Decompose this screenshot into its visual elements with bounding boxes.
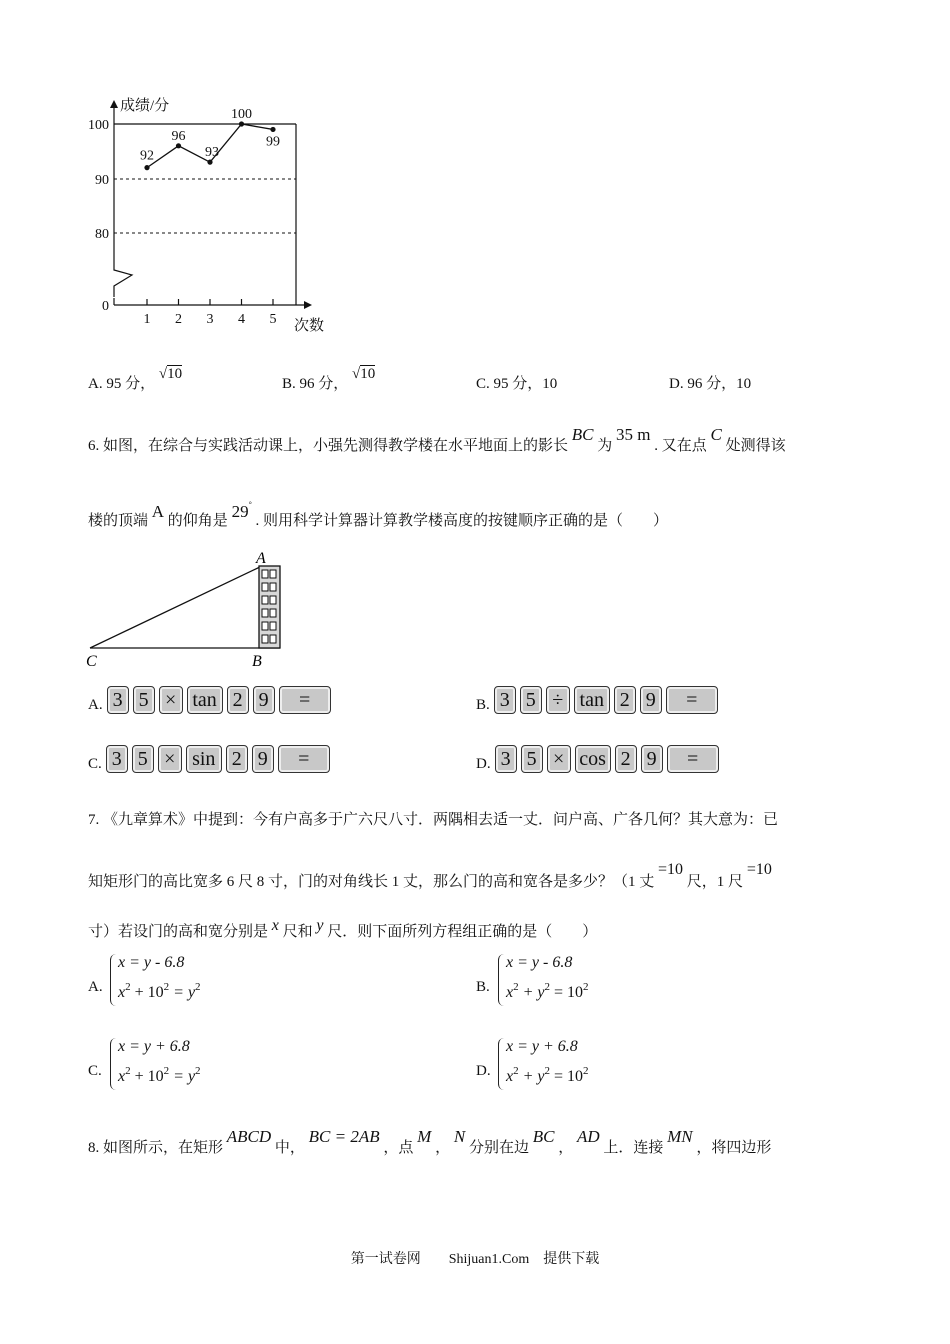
- q6-option-c: [88, 745, 334, 773]
- calc-key-digit: 2: [227, 686, 249, 714]
- q5-option-b-label: B. 96 分，: [282, 376, 349, 392]
- q5-option-a-label: A. 95 分，: [88, 376, 156, 392]
- exp: 2: [125, 1065, 131, 1077]
- q8-text-g: 上．连接: [603, 1140, 664, 1156]
- score-line-chart: [80, 92, 340, 342]
- q7-option-d-label: D.: [476, 1063, 491, 1079]
- q7-text-3a: 寸）若设门的高和宽分别是: [88, 924, 269, 940]
- q8-text-f: ，: [558, 1140, 574, 1156]
- x-tick-label: 4: [238, 312, 245, 327]
- data-point: [239, 121, 244, 126]
- data-label: 96: [171, 128, 186, 144]
- calc-key-digit: 3: [495, 745, 517, 773]
- x-axis-label: 次数: [294, 318, 325, 334]
- calc-key-digit: 5: [520, 686, 542, 714]
- y-axis-label: 成绩/分: [120, 98, 170, 114]
- q6-building-figure: [80, 546, 300, 672]
- q6-option-a-keys: [107, 689, 335, 711]
- q6-point-c: C: [710, 425, 722, 444]
- calc-key-digit: 5: [521, 745, 543, 773]
- q5-option-d: D. 96 分，10: [669, 376, 752, 392]
- x-axis-arrow-icon: [304, 301, 312, 309]
- q7-option-d-eq1: x = y + 6.8: [506, 1038, 578, 1055]
- exp: 2: [544, 1065, 551, 1077]
- eq-term: = 10: [550, 984, 584, 1001]
- q7-option-b-eq1: x = y - 6.8: [506, 954, 573, 971]
- eq-term: x: [118, 1068, 126, 1085]
- calc-key-tan: tan: [574, 686, 610, 714]
- data-label: 92: [140, 148, 154, 164]
- q6-option-b-label: B.: [476, 697, 490, 713]
- q7-text-3c: 尺．则下面所列方程组正确的是（ ）: [327, 924, 598, 940]
- q6-line2: [88, 500, 669, 530]
- q7-option-a-eq1: x = y - 6.8: [118, 954, 185, 971]
- window-icon: [262, 609, 268, 617]
- eq-term: x: [506, 984, 514, 1001]
- q7-eq-10b: =10: [746, 861, 772, 878]
- calc-key-operator: ×: [158, 745, 182, 773]
- q7-option-c-label: C.: [88, 1063, 102, 1079]
- fig-label-b: B: [252, 653, 262, 670]
- x-tick-label: 3: [206, 312, 214, 327]
- calc-key-equals: =: [666, 686, 718, 714]
- x-tick-label: 2: [175, 312, 182, 327]
- line-of-sight: [90, 566, 262, 648]
- q6-length: 35 m: [616, 425, 651, 444]
- eq-term: = y: [169, 1068, 196, 1085]
- eq-term: = y: [169, 984, 196, 1001]
- brace-icon: [498, 1038, 505, 1090]
- eq-term: + y: [518, 1068, 545, 1085]
- data-point: [176, 143, 181, 148]
- y-tick-label: 80: [95, 227, 109, 242]
- y-tick-label: 90: [95, 173, 109, 188]
- exp: 2: [195, 1065, 201, 1077]
- calc-key-digit: 2: [615, 745, 637, 773]
- calc-key-operator: ×: [547, 745, 571, 773]
- data-label: 100: [231, 107, 252, 122]
- x-tick-label: 5: [269, 312, 277, 327]
- q7-line2: [88, 861, 772, 891]
- q5-option-b-radicand: 10: [360, 366, 376, 382]
- q7-var-y: y: [316, 917, 324, 934]
- exp: 2: [583, 1065, 589, 1077]
- calc-key-digit: 5: [132, 745, 154, 773]
- q8-mn: MN: [667, 1127, 693, 1146]
- calc-key-digit: 9: [253, 686, 275, 714]
- fig-label-c: C: [86, 653, 97, 670]
- window-icon: [262, 583, 268, 591]
- q7-text-3b: 尺和: [282, 924, 313, 940]
- q6-text-1c: . 又在点: [654, 438, 707, 454]
- q7-text-2a: 知矩形门的高比宽多 6 尺 8 寸，门的对角线长 1 丈，那么门的高和宽各是多少？（1 丈: [88, 874, 655, 890]
- calc-key-digit: 2: [614, 686, 636, 714]
- page-footer: 第一试卷网 Shijuan1.Com 提供下载: [350, 1252, 600, 1267]
- q5-option-a-radicand: 10: [167, 366, 183, 382]
- data-point: [270, 127, 275, 132]
- window-icon: [262, 570, 268, 578]
- window-icon: [270, 635, 276, 643]
- eq-term: x: [506, 1068, 514, 1085]
- calc-key-digit: 9: [641, 745, 663, 773]
- q7-option-c: [88, 1036, 288, 1096]
- window-icon: [262, 622, 268, 630]
- window-icon: [270, 609, 276, 617]
- q6-option-b-keys: [494, 689, 722, 711]
- q6-option-c-keys: [106, 748, 334, 770]
- q6-text-1a: 6. 如图，在综合与实践活动课上，小强先测得教学楼在水平地面上的影长: [88, 438, 569, 454]
- q6-text-2c: . 则用科学计算器计算教学楼高度的按键顺序正确的是（ ）: [255, 513, 669, 529]
- q7-text-2b: 尺，1 尺: [686, 874, 744, 890]
- q8-text-h: ，将四边形: [696, 1140, 772, 1156]
- calc-key-digit: 9: [640, 686, 662, 714]
- q6-option-d-keys: [495, 748, 723, 770]
- sqrt-icon: √10: [352, 366, 376, 382]
- eq-term: + y: [518, 984, 545, 1001]
- q8-point-n: N: [453, 1127, 466, 1146]
- calc-key-digit: 3: [494, 686, 516, 714]
- calc-key-digit: 5: [133, 686, 155, 714]
- calc-key-equals: =: [667, 745, 719, 773]
- data-label: 99: [266, 134, 280, 150]
- q6-bc: BC: [571, 425, 594, 444]
- brace-icon: [110, 954, 117, 1006]
- q6-point-a: A: [151, 502, 165, 521]
- calc-key-digit: 3: [107, 686, 129, 714]
- calc-key-operator: ×: [159, 686, 183, 714]
- exp: 2: [513, 1065, 519, 1077]
- y-axis-arrow-icon: [110, 100, 118, 108]
- q7-option-a-label: A.: [88, 979, 103, 995]
- q6-degree: °: [248, 500, 252, 509]
- eq-term: x: [118, 984, 126, 1001]
- q7-option-a: [88, 952, 288, 1012]
- exp: 2: [125, 981, 131, 993]
- calc-key-digit: 3: [106, 745, 128, 773]
- q7-eq-10a: =10: [658, 861, 684, 878]
- window-icon: [270, 596, 276, 604]
- q8-line1: [88, 1127, 772, 1157]
- q5-option-b: [282, 366, 376, 393]
- calc-key-sin: sin: [186, 745, 222, 773]
- q7-option-b-label: B.: [476, 979, 490, 995]
- window-icon: [270, 583, 276, 591]
- y-tick-label: 100: [88, 118, 109, 133]
- q8-text-c: ，点: [383, 1140, 414, 1156]
- q5-option-a: [88, 366, 183, 393]
- exp: 2: [544, 981, 551, 993]
- q6-option-a-label: A.: [88, 697, 103, 713]
- x-tick-label: 1: [143, 312, 151, 327]
- calc-key-equals: =: [279, 686, 331, 714]
- window-icon: [262, 596, 268, 604]
- q6-text-1d: 处测得该: [725, 438, 786, 454]
- calc-key-tan: tan: [187, 686, 223, 714]
- window-icon: [270, 570, 276, 578]
- data-point: [144, 165, 149, 170]
- q7-option-d-eq2: [506, 1065, 589, 1086]
- q8-abcd: ABCD: [226, 1127, 272, 1146]
- q6-text-2b: 的仰角是: [167, 513, 228, 529]
- exp: 2: [163, 1065, 170, 1077]
- data-label: 93: [205, 145, 219, 161]
- brace-icon: [110, 1038, 117, 1090]
- q7-option-c-eq1: x = y + 6.8: [118, 1038, 190, 1055]
- q7-option-c-eq2: [118, 1065, 201, 1086]
- exp: 2: [583, 981, 589, 993]
- q6-option-d: [476, 745, 723, 773]
- q8-text-e: 分别在边: [468, 1140, 529, 1156]
- q8-text-a: 8. 如图所示，在矩形: [88, 1140, 224, 1156]
- sqrt-icon: √10: [158, 366, 183, 382]
- q6-option-a: [88, 686, 335, 714]
- q8-relation: BC = 2AB: [308, 1127, 380, 1146]
- q7-option-d: [476, 1036, 676, 1096]
- y-tick-label: 0: [102, 299, 109, 314]
- q5-option-c: C. 95 分，10: [476, 376, 558, 392]
- q7-option-b: [476, 952, 676, 1012]
- q8-text-d: ，: [435, 1140, 451, 1156]
- q7-var-x: x: [271, 917, 279, 934]
- calc-key-digit: 2: [226, 745, 248, 773]
- fig-label-a: A: [256, 550, 266, 567]
- calc-key-operator: ÷: [546, 686, 570, 714]
- q6-option-b: [476, 686, 722, 714]
- q6-line1: [88, 425, 786, 455]
- q8-text-b: 中，: [274, 1140, 305, 1156]
- calc-key-cos: cos: [575, 745, 611, 773]
- eq-term: + 10: [130, 984, 164, 1001]
- calc-key-digit: 9: [252, 745, 274, 773]
- q7-line3: [88, 917, 598, 941]
- window-icon: [270, 622, 276, 630]
- q7-option-b-eq2: [506, 981, 589, 1002]
- exp: 2: [163, 981, 170, 993]
- eq-term: + 10: [130, 1068, 164, 1085]
- q8-bc: BC: [532, 1127, 555, 1146]
- exp: 2: [513, 981, 519, 993]
- q6-option-d-label: D.: [476, 756, 491, 772]
- q6-text-1b: 为: [597, 438, 613, 454]
- q6-option-c-label: C.: [88, 756, 102, 772]
- window-icon: [262, 635, 268, 643]
- calc-key-equals: =: [278, 745, 330, 773]
- q8-point-m: M: [417, 1127, 432, 1146]
- brace-icon: [498, 954, 505, 1006]
- q7-line1: 7. 《九章算术》中提到：今有户高多于广六尺八寸．两隅相去适一丈．问户高、广各几何？其大意为：已: [88, 812, 779, 828]
- data-point: [207, 160, 212, 165]
- q6-text-2a: 楼的顶端: [88, 513, 149, 529]
- q6-angle: 29: [231, 502, 249, 521]
- eq-term: = 10: [550, 1068, 584, 1085]
- q7-option-a-eq2: [118, 981, 201, 1002]
- q8-ad: AD: [576, 1127, 600, 1146]
- exp: 2: [195, 981, 201, 993]
